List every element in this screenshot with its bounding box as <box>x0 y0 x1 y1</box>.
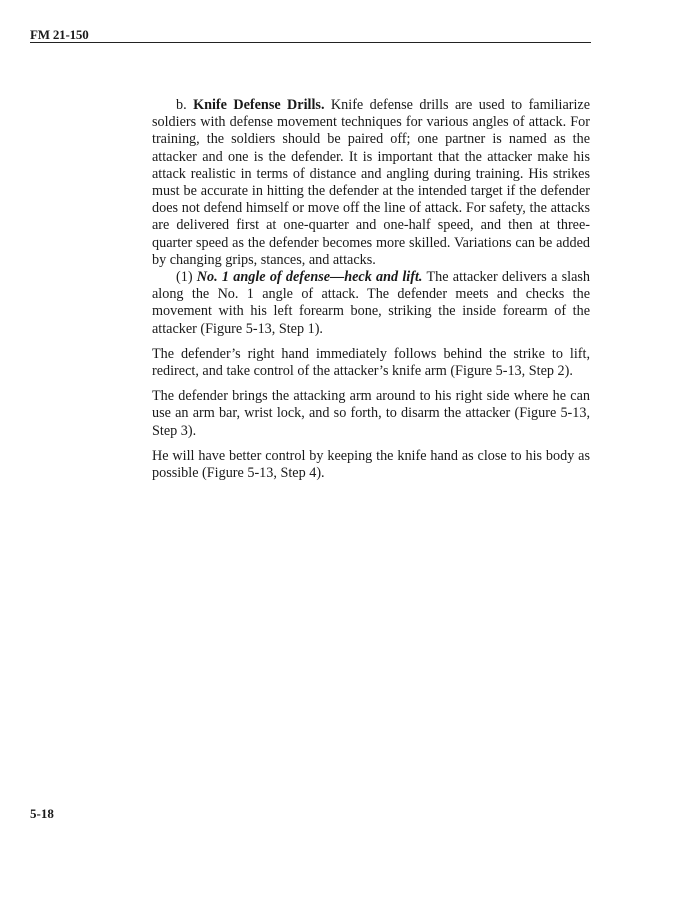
running-header <box>30 28 591 42</box>
body-text <box>152 97 590 482</box>
manual-number: FM 21-150 <box>30 27 89 42</box>
paragraph-no1-angle-defense <box>152 269 590 338</box>
paragraph-label: (1) <box>176 269 193 286</box>
paragraph-step-3: The defender brings the attacking arm around to his right side where he can use an arm bar, wrist lock, and so forth, to disarm the attacker (Figure 5-13, Step 3). <box>152 388 590 439</box>
paragraph-text: Knife defense drills are used to familiarize soldiers with defense movement techniques for various angles of attack. For training, the soldiers should be paired off; one partner is named as the attacker and one is the defender. It is important that the attacker make his attack realistic in terms of distance and angling during training. His strikes must be accurate in hitting the defender at the intended target if the defender does not defend himself or move off the line of attack. For safety, the attacks are delivered first at one-quarter and one-half speed, and then at three-quarter speed as the defender becomes more skilled. Variations can be added by changing grips, stances, and attacks. <box>152 97 591 268</box>
page-number: 5-18 <box>30 806 54 821</box>
paragraph-heading: No. 1 angle of defense—heck and lift. <box>196 269 423 286</box>
paragraph-heading: Knife Defense Drills. <box>193 97 325 113</box>
paragraph-step-4: He will have better control by keeping the knife hand as close to his body as possible (Figure 5-13, Step 4). <box>152 447 590 482</box>
paragraph-text: The attacker delivers a slash along the No. 1 angle of attack. The defender meets and checks the movement with his left forearm bone, striking the inside forearm of the attacker (Figure 5-13, Step 1). <box>152 269 590 337</box>
paragraph-step-2: The defender’s right hand immediately follows behind the strike to lift, redirect, and take control of the attacker’s knife arm (Figure 5-13, Step 2). <box>152 345 590 380</box>
header-rule <box>30 42 591 43</box>
paragraph-knife-defense-drills <box>152 97 590 269</box>
paragraph-label: b. <box>176 97 187 113</box>
